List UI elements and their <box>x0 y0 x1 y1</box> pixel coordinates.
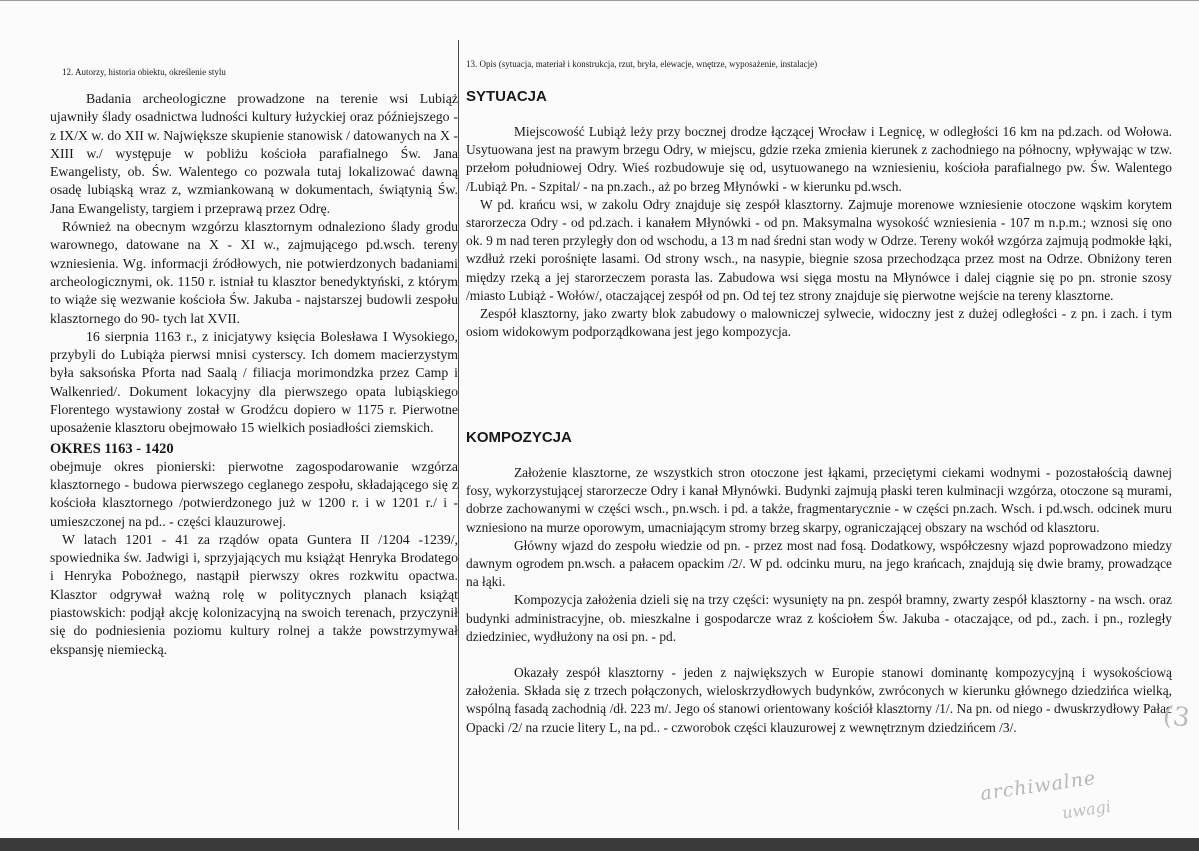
scan-top-edge <box>0 0 1199 1</box>
history-paragraph-3: 16 sierpnia 1163 r., z inicjatywy księcia Bolesława I Wysokiego, przybyli do Lubiąża pierwsi mnisi cysterscy. Ich domem macierzystym była saksońska Pforta nad Saalą / filiacja morimondzka przez Camp i Walkenried/. Dokument lokacyjny dla pierwszego opata lubiąskiego Florentego wystawiony został w Grodźcu dopiero w 1175 r. Pierwotne uposażenie klasztoru obejmowało 15 wielkich posiadłości ziemskich. <box>50 328 458 436</box>
sytuacja-paragraph-3: Zespół klasztorny, jako zwarty blok zabudowy o malowniczej sylwecie, widoczny jest z dużej odległości - z pn. i zach. i tym osiom widokowym podporządkowana jest jego kompozycja. <box>466 306 1172 340</box>
sytuacja-paragraph-2: W pd. krańcu wsi, w zakolu Odry znajduje się zespół klasztorny. Zajmuje morenowe wzniesienie otoczone wąskim korytem starorzecza Odry - od pd.zach. i kanałem Młynówki - od pn. Maksymalna wysokość wzniesienia - 107 m n.p.m.; wznosi się ono ok. 9 m nad teren przyległy don od wschodu, a 13 m nad średni stan wody w Odrze. Tereny wokół wzgórza zajmują podmokłe łąki, wzdłuż rzeki porośnięte lasami. Od strony wsch., na nasypie, biegnie szosa przechodząca przez most na Odrze. Obniżony teren między rzeką a jej starorzeczem porasta las. Zabudowa wsi sięga mostu na Młynówce i dalej ciągnie się po pn. stronie szosy /miasto Lubiąż - Wołów/, otaczającej zespół od pn. Od tej tez strony znajduje się pierwotne wejście na tereny klasztorne. <box>466 196 1172 303</box>
column-divider <box>458 40 459 830</box>
history-paragraph-2: Również na obecnym wzgórzu klasztornym odnaleziono ślady grodu warownego, datowane na X - XI w., zajmującego pd.wsch. tereny wzniesienia. Wg. informacji źródłowych, nie potwierdzonych badaniami archeologicznymi, ok. 1150 r. istniał tu klasztor benedyktyński, z którym to wiąże się wezwanie kościoła Św. Jakuba - najstarszej budowli zespołu klasztornego do 90- tych lat XVII. <box>50 219 458 326</box>
sytuacja-heading: SYTUACJA <box>466 88 547 105</box>
kompozycja-paragraph-3: Kompozycja założenia dzieli się na trzy części: wysunięty na pn. zespół bramny, zwarty zespół klasztorny - na wsch. oraz budynki administracyjne, ob. mieszkalne i gospodarcze wraz z kościołem Św. Jakuba - otaczające, od pd., zach. i pn., rozległy dziedziniec, wydłużony na osi pn. - pd. <box>466 592 1172 644</box>
kompozycja-heading: KOMPOZYCJA <box>466 429 572 446</box>
kompozycja-heading-block <box>466 429 1172 447</box>
margin-page-mark: (3 <box>1161 700 1192 734</box>
left-section-header: 12. Autorzy, historia obiektu, określenie stylu <box>62 67 226 77</box>
pencil-annotation-1: archiwalne <box>979 766 1098 806</box>
sytuacja-section <box>466 123 1172 341</box>
scan-bottom-edge <box>0 838 1199 851</box>
kompozycja-paragraph-1: Założenie klasztorne, ze wszystkich stron otoczone jest łąkami, przeciętymi ciekami wodnymi - pozostałością dawnej fosy, wykorzystującej starorzecze Odry i kanał Młynówki. Budynki zajmują płaski teren kulminacji wzgórza, otoczone są murami, dobrze zachowanymi w części wsch., pn.wsch. i pd. a także, fragmentarycznie - w części pn.zach. Wsch. i pd.wsch. odcinek muru wzniesiono na murze oporowym, umacniającym stromy brzeg skarpy, ograniczającej obszary na wschód od klasztoru. <box>466 465 1172 535</box>
pencil-annotation-2: uwagi <box>1060 796 1112 823</box>
sytuacja-paragraph-1: Miejscowość Lubiąż leży przy bocznej drodze łączącej Wrocław i Legnicę, w odległości 16 km na pd.zach. od Wołowa. Usytuowana jest na prawym brzegu Odry, w miejscu, gdzie rzeka zmienia kierunek z zachodniego na północny, wpływając w tzw. przełom południowej Odry. Wieś rozbudowuje się od, usytuowanego na wzniesieniu, kościoła parafialnego pw. Św. Walentego /Lubiąż Pn. - Szpital/ - na pn.zach., aż po brzeg Młynówki - w kierunku pd.wsch. <box>466 124 1172 194</box>
history-paragraph-5: W latach 1201 - 41 za rządów opata Guntera II /1204 -1239/, spowiednika św. Jadwigi i, sprzyjających mu książąt Henryka Brodatego i Henryka Pobożnego, nastąpił pierwszy okres rozkwitu opactwa. Klasztor odgrywał ważną rolę w politycznych planach książąt piastowskich: podjął akcję kolonizacyjną na swoich terenach, przyczynił się do podniesienia poziomu kultury rolnej a także powstrzymywał ekspansję niemiecką. <box>50 531 458 657</box>
kompozycja-paragraph-2: Główny wjazd do zespołu wiedzie od pn. - przez most nad fosą. Dodatkowy, współczesny wjazd poprowadzono miedzy dawnym ogrodem pn.wsch. a pałacem opackim /2/. W pd. odcinku muru, na jego krańcach, znajdują się dwie bramy, prowadzące na łąki. <box>466 537 1172 590</box>
sytuacja-heading-block <box>466 88 1172 106</box>
kompozycja-section <box>466 464 1172 737</box>
history-paragraph-4: obejmuje okres pionierski: pierwotne zagospodarowanie wzgórza klasztornego - budowa pierwszego ceglanego zespołu, składającego się z kościoła klasztornego /potwierdzonego już w 1200 r. i w 1201 r./ i - umieszczonej na pd.. - części klauzurowej. <box>50 458 458 529</box>
kompozycja-paragraph-4: Okazały zespół klasztorny - jeden z największych w Europie stanowi dominantę kompozycyjną i wysokościową założenia. Składa się z trzech połączonych, wieloskrzydłowych budynków, zwróconych w kierunku głównego dziedzińca wielką, wspólną fasadą zachodnią /dł. 223 m/. Jego oś stanowi orientowany kościół klasztorny /1/. Na pn. od niego - dwuskrzydłowy Pałac Opacki /2/ na rzucie litery L, na pd.. - czworobok części klauzurowej z wewnętrznym dziedzińcem /3/. <box>466 665 1172 735</box>
history-column <box>50 90 458 659</box>
history-paragraph-1: Badania archeologiczne prowadzone na terenie wsi Lubiąż ujawniły ślady osadnictwa ludności kultury łużyckiej oraz późniejszego - z IX/X w. do XII w. Największe skupienie stanowisk / datowanych na X - XIII w./ występuje w pobliżu kościoła parafialnego Św. Jana Ewangelisty, ob. Św. Walentego co pozwala tutaj lokalizować dawną osadę lubiąską wraz z, wzmiankowaną w dokumentach, świątynią Św. Jana Ewangelisty, targiem i przeprawą przez Odrę. <box>50 91 458 216</box>
right-section-header: 13. Opis (sytuacja, materiał i konstrukcja, rzut, bryła, elewacje, wnętrze, wyposażenie, instalacje) <box>466 59 818 69</box>
period-heading: OKRES 1163 - 1420 <box>50 440 174 457</box>
